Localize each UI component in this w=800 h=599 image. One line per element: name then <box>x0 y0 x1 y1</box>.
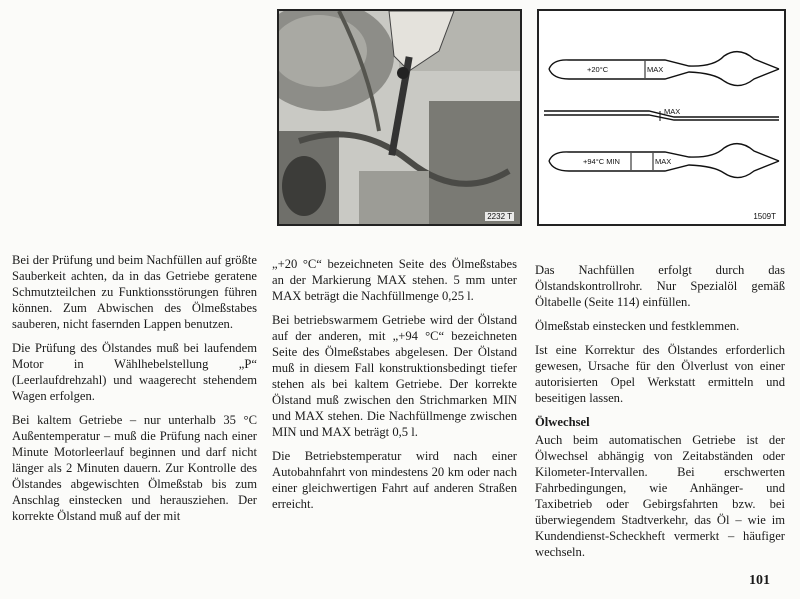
dipstick-drawing-figure <box>537 9 786 226</box>
paragraph: Bei kaltem Getriebe – nur unterhalb 35 °C Außentemperatur – muß die Prüfung nach einer Minute Motorleerlauf beginnen und darf nicht länger als 2 Minuten dauern. Zur Kontrolle des Ölstandes abgewischten Ölmeßstab bis zum Anschlag einstecken und herausziehen. Der korrekte Ölstand muß auf der mit <box>12 413 257 523</box>
figure-code: 2232 T <box>487 212 512 221</box>
page-number: 101 <box>749 573 770 588</box>
figure-code: 1509T <box>753 212 776 221</box>
section-heading: Ölwechsel <box>535 415 590 429</box>
paragraph: Auch beim automatischen Getriebe ist der Ölwechsel abhängig von Zeitabständen oder Kilometer-Intervallen. Bei erschwerten Fahrbedingungen, wie Anhänger- und Taxibetrieb oder Gebirgsfahrten bzw. bei überwiegendem Stadtverkehr, das Öl – wie im Kundendienst-Scheckheft vermerkt – häufiger wechseln. <box>535 433 785 559</box>
paragraph: Ölmeßstab einstecken und festklemmen. <box>535 319 740 333</box>
dipstick-warm-side <box>549 144 779 178</box>
label-plus20: +20°C <box>587 65 609 74</box>
label-max-top: MAX <box>647 65 664 74</box>
dipstick-cold-side <box>549 52 779 86</box>
text-column-2 <box>272 256 517 520</box>
text-column-1 <box>12 252 257 532</box>
label-max-middle: MAX <box>664 107 681 116</box>
paragraph: Das Nachfüllen erfolgt durch das Ölstandskontrollrohr. Nur Spezialöl gemäß Öltabelle (Seite 114) einfüllen. <box>535 263 785 309</box>
engine-photo-figure <box>277 9 522 226</box>
paragraph: „+20 °C“ bezeichneten Seite des Ölmeßstabes an der Markierung MAX stehen. 5 mm unter MAX beträgt die Nachfüllmenge 0,25 l. <box>272 257 517 303</box>
engine-photo-illustration <box>279 11 520 224</box>
label-plus94-min: +94°C MIN <box>583 157 620 166</box>
dipstick-edge-view <box>544 107 779 121</box>
dipstick-drawing <box>539 11 784 224</box>
paragraph: Bei der Prüfung und beim Nachfüllen auf größte Sauberkeit achten, da in das Getriebe geratene Schmutzteilchen zu Funktionsstörungen führen können. Zum Abwischen des Ölmeßstabes sauberen, nicht fasernden Lappen benutzen. <box>12 253 257 331</box>
paragraph: Die Betriebstemperatur wird nach einer Autobahnfahrt von mindestens 20 km oder nach einer gleichwertigen Fahrt auf anderen Straßen erreicht. <box>272 449 517 511</box>
paragraph: Bei betriebswarmem Getriebe wird der Ölstand auf der anderen, mit „+94 °C“ bezeichneten Seite des Ölmeßstabes abgelesen. Der Ölstand muß in diesem Fall konstruktionsbedingt tiefer stehen als bei kaltem Getriebe. Der korrekte Ölstand muß zwischen den Strichmarken MIN und MAX stehen. Die Nachfüllmenge zwischen MIN und MAX beträgt 0,5 l. <box>272 313 517 439</box>
paragraph: Ist eine Korrektur des Ölstandes erforderlich gewesen, Ursache für den Ölverlust von einer autorisierten Opel Werkstatt ermitteln und beseitigen lassen. <box>535 343 785 405</box>
text-column-3 <box>535 262 785 568</box>
paragraph: Die Prüfung des Ölstandes muß bei laufendem Motor in Wählhebelstellung „P“ (Leerlaufdrehzahl) und waagerecht stehendem Wagen erfolgen. <box>12 341 257 403</box>
label-max-bottom: MAX <box>655 157 672 166</box>
